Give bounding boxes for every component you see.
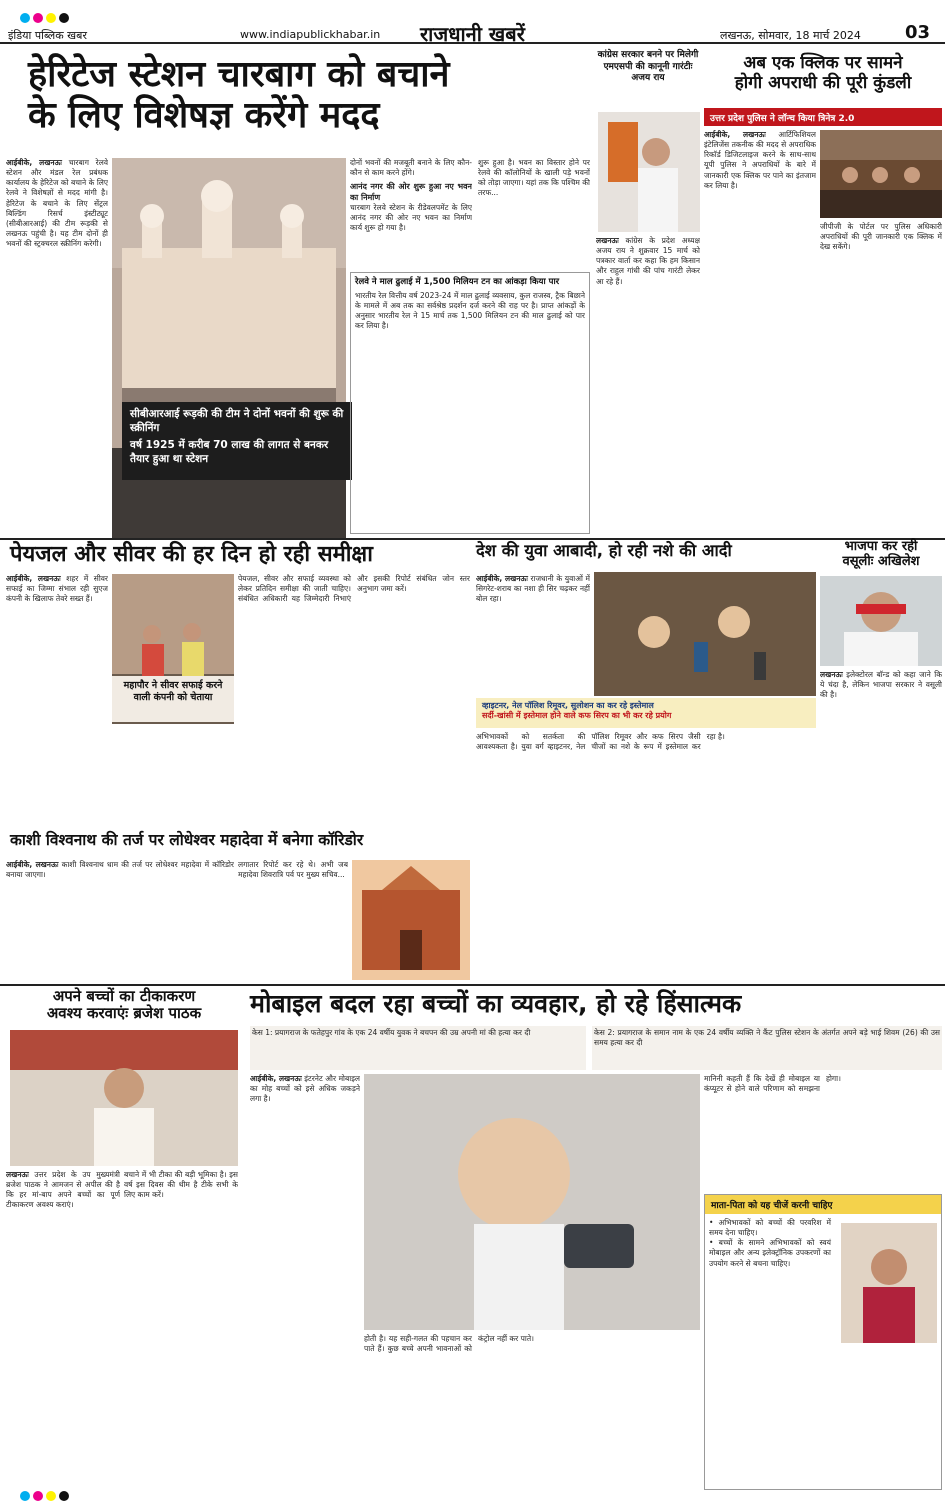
story8-body-col1: लखनऊः उत्तर प्रदेश के उप मुख्यमंत्री ब्रजेश पाठक ने आमजन से अपील की है कि हर मां-बाप अपने बच्चों का पूर्ण टीकाकरण अवश्य कराएं। [6,1170,120,1210]
story1-headline [28,54,588,137]
story1-caption-1: सीबीआरआई रूड़की की टीम ने दोनों भवनों की शुरू की स्क्रीनिंग [130,408,344,434]
story2-kicker-box [596,50,700,110]
section-title: राजधानी खबरें [420,22,525,46]
trinetra-launch-photo [820,130,942,218]
ajay-rai-photo [598,112,700,232]
child-with-phone-photo [364,1074,700,1330]
story5-body-col2: अभिभावकों को सतर्कता की आवश्यकता है। युवा वर्ग व्हाइटनर, नेल पॉलिश रिमूवर और कफ सिरप जैसी चीजों का नशे के रूप में इस्तेमाल कर रहा है। [476,732,725,752]
story7-body-col1: आईबीके, लखनऊः काशी विश्वनाथ धाम की तर्ज पर लोधेश्वर महादेवा में कॉरिडोर बनाया जाएगा। [6,860,234,880]
story9-body-col1: आईबीके, लखनऊः इंटरनेट और मोबाइल का मोह बच्चों को इसे अधिक जकड़ने लगा है। [250,1074,360,1104]
story3-bar: उत्तर प्रदेश पुलिस ने लॉन्च किया त्रिनेत्र 2.0 [704,108,942,126]
story3-body-col2: जीपीजी के पोर्टल पर पुलिस अधिकारी अपराधियों की पूरी जानकारी एक क्लिक में देख सकेंगे। [820,222,942,252]
story6-body: लखनऊः इलेक्टोरल बॉन्ड को कहा जाने कि ये चंदा है, लेकिन भाजपा सरकार ने वसूली की है। [820,670,942,700]
story2-body: लखनऊः कांग्रेस के प्रदेश अध्यक्ष अजय राय ने शुक्रवार 15 मार्च को पत्रकार वार्ता कर कहा कि हम किसान और राहुल गांधी की पांच गारंटी लेकर आ रहे हैं। [596,236,700,286]
story9-case2: केस 2: प्रयागराज के समान नाम के एक 24 वर्षीय व्यक्ति ने कैंट पुलिस स्टेशन के अंतर्गत अपने बड़े भाई शिवम (26) की उस समय हत्या कर दी [592,1026,942,1070]
story8-body-col2: बचाने में भी टीका की बड़ी भूमिका है। इस वर्ष इस दिवस की थीम है टीके सभी के लिए काम करें। [124,1170,238,1200]
story1-byline: आईबीके, लखनऊः [6,158,62,167]
story9-body-col3: मानिनी कहती हैं कि देखें ही मोबाइल या कंप्यूटर से होने वाले परिणाम को समझना होगा। [704,1074,841,1094]
dateline: लखनऊ, सोमवार, 18 मार्च 2024 [720,29,861,42]
section-divider [0,538,945,540]
story4-body-col2: पेयजल, सीवर और सफाई व्यवस्था को लेकर प्रतिदिन समीक्षा की जाती चाहिए। संबंधित अधिकारी यह जिम्मेदारी निभाएं और इसकी रिपोर्ट संबंधित जोन स्तर अनुभाग जमा करें। [238,574,470,604]
story4-body-col1: आईबीके, लखनऊः शहर में सीवर सफाई का जिम्मा संभाल रही सुएज कंपनी के खिलाफ तेवरे सख्त हैं। [6,574,108,604]
parenting-tips-box [704,1194,942,1490]
website: www.indiapublickhabar.in [240,28,381,41]
paper-name: इंडिया पब्लिक खबर [8,29,87,42]
story5-caption-2: सर्दी-खांसी में इस्तेमाल होने वाले कफ सिरप का भी कर रहे प्रयोग [482,711,672,721]
addiction-illustration-photo [594,572,816,696]
psychologist-photo [841,1223,937,1343]
story1-caption-2: वर्ष 1925 में करीब 70 लाख की लागत से बनकर तैयार हुआ था स्टेशन [130,439,329,465]
story1-body-text: चारबाग रेलवे स्टेशन और मंडल रेल प्रबंधक कार्यालय के हेरिटेज को बचाने के लिए रेलवे ने विशेषज्ञों से मदद मांगी है। हेरिटेज के बचाने के लिए सेंट्रल बिल्डिंग रिसर्च इंस्टीट्यूट (सीबीआरआई) की टीम रूड़की से लखनऊ पहुंची है। यह टीम दोनों ही भवनों की स्ट्रक्चरल स्क्रीनिंग करेगी। [6,158,108,248]
story4-caption: महापौर ने सीवर सफाई करने वाली कंपनी को चेताया [123,680,223,704]
parenting-tips-title: माता-पिता को यह चीजें करनी चाहिए [705,1195,941,1214]
story8-headline: अपने बच्चों का टीकाकरण अवश्य करवाएंः ब्रजेश पाठक [46,987,202,1023]
story1-headline-line1: हेरिटेज स्टेशन चारबाग को बचाने [28,54,450,95]
railway-freight-box-title: रेलवे ने माल ढुलाई में 1,500 मिलियन टन का आंकड़ा किया पार [355,277,560,287]
story3-headline-line1: अब एक क्लिक पर सामने [743,53,903,73]
story3-headline [704,54,942,93]
story5-caption-box [476,698,816,728]
color-registration-marks [20,8,72,27]
story1-body-col3: दोनों भवनों की मजबूती बनाने के लिए कौन-कौन से काम करने होंगे। आनंद नगर की ओर शुरू हुआ नए भवन का निर्माण चारबाग रेलवे स्टेशन के रीडेवलपमेंट के लिए आनंद नगर की ओर नए भवन का निर्माण कार्य शुरू हो गया है। [350,158,472,233]
story1-subhead: आनंद नगर की ओर शुरू हुआ नए भवन का निर्माण [350,182,472,202]
story3-body-col1: आईबीके, लखनऊः आर्टिफिशियल इंटेलिजेंस तकनीक की मदद से अपराधिक रिकॉर्ड डिजिटलाइज करने के साथ-साथ यूपी पुलिस ने अपराधियों के बारे में जानकारी एक क्लिक पर पाने का इंतजाम कर लिया है। [704,130,816,190]
temple-photo [352,860,470,980]
brajesh-pathak-photo [10,1030,238,1166]
section-divider-2 [0,984,945,986]
story1-photo-caption-box [122,402,352,480]
story3-headline-line2: होगी अपराधी की पूरी कुंडली [734,72,912,93]
story9-body-col2: होती है। यह सही-गलत की पहचान कर पाते हैं। कुछ बच्चे अपनी भावनाओं को कंट्रोल नहीं कर पाते। [364,1334,534,1354]
story1-headline-line2: के लिए विशेषज्ञ करेंगे मदद [28,95,380,137]
railway-freight-box: रेलवे ने माल ढुलाई में 1,500 मिलियन टन का आंकड़ा किया पार भारतीय रेल वित्तीय वर्ष 2023-24 में माल ढुलाई व्यवसाय, कुल राजस्व, ट्रैक बिछाने के मामले में अब तक का सर्वश्रेष्ठ प्रदर्शन दर्ज करने की राह पर है। प्राप्त आंकड़ों के अनुसार भारतीय रेल ने 15 मार्च तक 1,500 मिलियन टन की माल ढुलाई को पार कर लिया है। [350,272,590,534]
story2-kicker: कांग्रेस सरकार बनने पर मिलेगी एमएसपी की कानूनी गारंटीः अजय राय [597,50,699,84]
story7-body-col2: लगातार रिपोर्ट कर रहे थे। अभी जब महादेवा शिवरात्रि पर्व पर मुख्य सचिव... [238,860,348,880]
charbagh-station-photo [112,158,346,538]
story1-body-col4: शुरू हुआ है। भवन का विस्तार होने पर रेलवे की कॉलोनियों के खाली पड़े भवनों को तोड़ा जाएगा। यहां तक कि पश्चिम की तरफ... [478,158,590,198]
story7-headline: काशी विश्वनाथ की तर्ज पर लोधेश्वर महादेवा में बनेगा कॉरिडोर [10,831,364,849]
page-header [0,0,945,44]
story9-headline: मोबाइल बदल रहा बच्चों का व्यवहार, हो रहे हिंसात्मक [250,989,742,1018]
story1-body-col1 [6,158,108,530]
page-number: 03 [905,22,931,43]
footer-color-marks [20,1486,72,1501]
story5-body-col1: आईबीके, लखनऊः राजधानी के युवाओं में सिगरेट-शराब का नशा ही सिर चढ़कर नहीं बोल रहा। [476,574,590,604]
akhilesh-photo [820,576,942,666]
parenting-tips-list: • अभिभावकों को बच्चों की परवरिश में समय देना चाहिए। • बच्चों के सामने अभिभावकों को स्वयं मोबाइल और अन्य इलेक्ट्रॉनिक उपकरणों का उपयोग करने से बचना चाहिए। [709,1218,831,1268]
story9-case1: केस 1: प्रयागराज के फतेहपुर गांव के एक 24 वर्षीय युवक ने बचपन की उम्र अपनी मां की हत्या कर दी [250,1026,586,1070]
story4-caption-box [112,676,234,722]
story4-headline: पेयजल और सीवर की हर दिन हो रही समीक्षा [10,542,373,567]
story6-headline: भाजपा कर रही वसूलीः अखिलेश [842,539,920,569]
story5-headline: देश की युवा आबादी, हो रही नशे की आदी [476,541,732,560]
story5-caption-1: व्हाइटनर, नेल पॉलिश रिमूवर, सुलोशन का कर रहे इस्तेमाल [482,701,654,710]
